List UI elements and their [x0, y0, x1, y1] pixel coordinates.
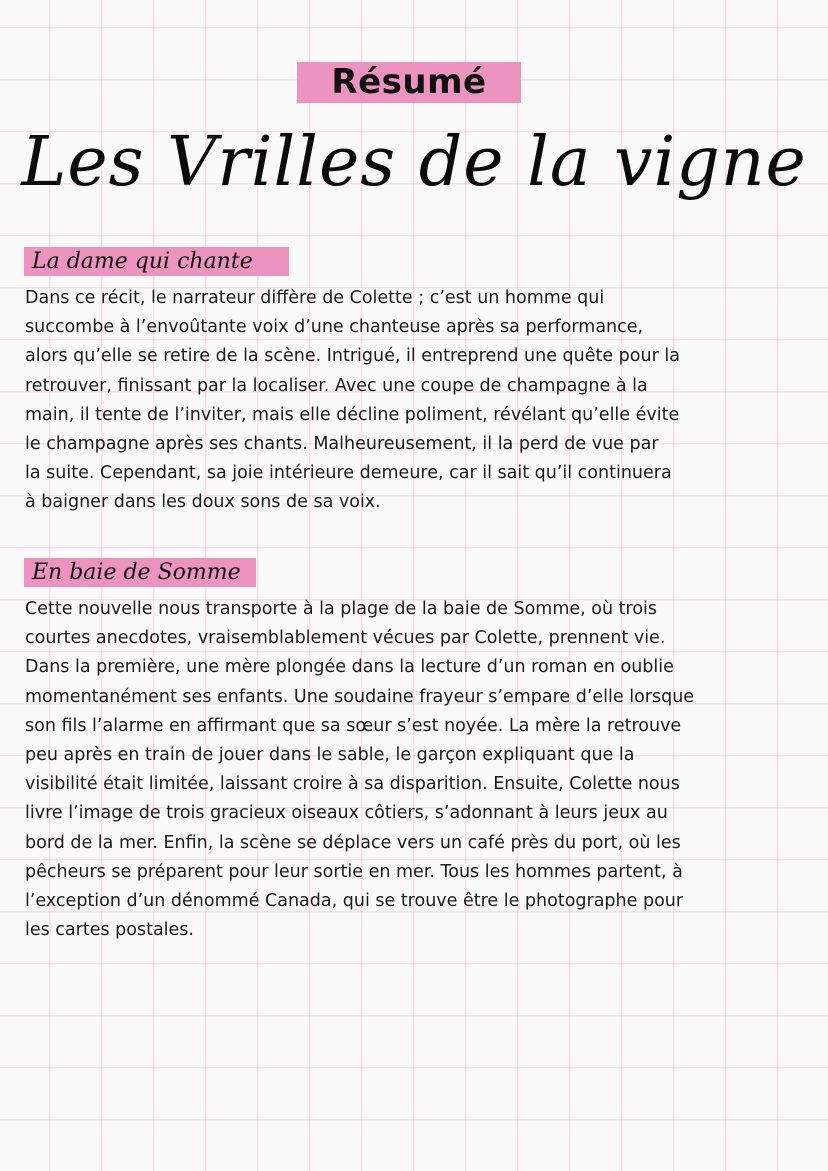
page-title: Les Vrilles de la vigne [21, 123, 807, 202]
section-heading-en-baie-de-somme [24, 558, 256, 587]
paragraph-line: Dans ce récit, le narrateur diffère de Colette ; c’est un homme qui [25, 288, 605, 308]
paragraph-line: les cartes postales. [25, 920, 194, 941]
paragraph-line: pêcheurs se préparent pour leur sortie en mer. Tous les hommes partent, à [25, 861, 683, 882]
paragraph-line: à baigner dans les doux sons de sa voix. [25, 492, 381, 513]
section-paragraph-la-dame-qui-chante [25, 284, 815, 518]
section-heading-label: La dame qui chante [32, 249, 253, 274]
paragraph-line: alors qu’elle se retire de la scène. Intrigué, il entreprend une quête pour la [25, 346, 680, 367]
paragraph-line: Dans la première, une mère plongée dans la lecture d’un roman en oublie [25, 657, 674, 678]
paragraph-line: Cette nouvelle nous transporte à la plage de la baie de Somme, où trois [25, 599, 657, 619]
paragraph-line: momentanément ses enfants. Une soudaine frayeur s’empare d’elle lorsque [25, 686, 695, 707]
paragraph-line: visibilité était limitée, laissant croire à sa disparition. Ensuite, Colette nous [25, 774, 680, 795]
section-paragraph-en-baie-de-somme [25, 595, 815, 945]
paragraph-line: l’exception d’un dénommé Canada, qui se trouve être le photographe pour [25, 891, 684, 912]
paragraph-line: son fils l’alarme en affirmant que sa sœur s’est noyée. La mère la retrouve [25, 715, 682, 736]
paragraph-line: livre l’image de trois gracieux oiseaux côtiers, s’adonnant à leurs jeux au [25, 803, 668, 824]
section-heading-la-dame-qui-chante [24, 247, 289, 276]
badge-label: Résumé [331, 62, 487, 102]
paragraph-line: succombe à l’envoûtante voix d’une chanteuse après sa performance, [25, 317, 644, 338]
paragraph-line: courtes anecdotes, vraisemblablement vécues par Colette, prennent vie. [25, 628, 666, 649]
paragraph-line: peu après en train de jouer dans le sable, le garçon expliquant que la [25, 745, 635, 766]
section-heading-label: En baie de Somme [32, 560, 241, 585]
paragraph-line: retrouver, finissant par la localiser. Avec une coupe de champagne à la [25, 375, 648, 396]
paragraph-line: le champagne après ses chants. Malheureusement, il la perd de vue par [25, 434, 659, 455]
resume-badge [297, 62, 521, 103]
paragraph-line: main, il tente de l’inviter, mais elle décline poliment, révélant qu’elle évite [25, 404, 680, 425]
paragraph-line: bord de la mer. Enfin, la scène se déplace vers un café près du port, où les [25, 832, 681, 853]
paragraph-line: la suite. Cependant, sa joie intérieure demeure, car il sait qu’il continuera [25, 463, 672, 484]
